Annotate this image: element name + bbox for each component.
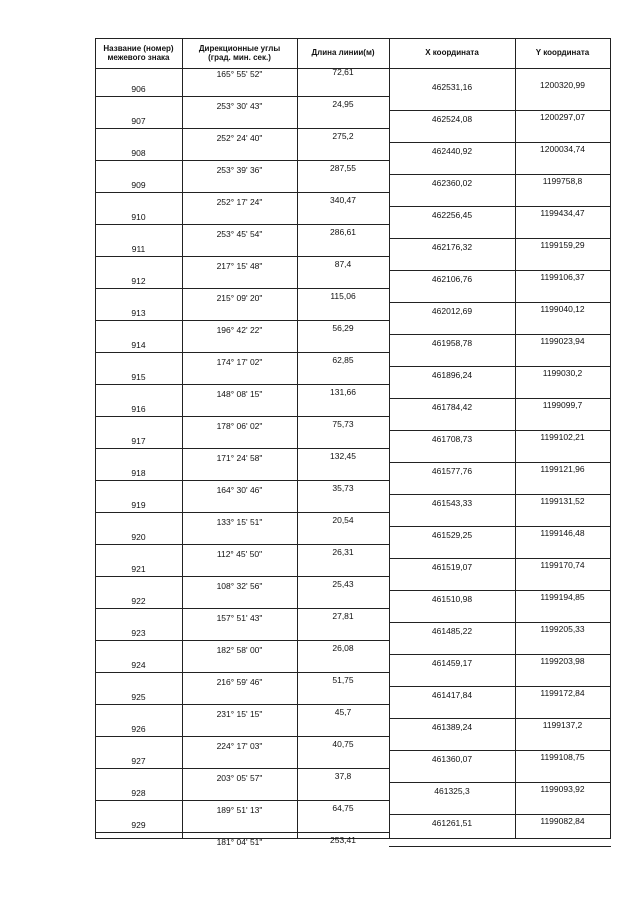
row-divider <box>95 512 390 513</box>
line-length: 51,75 <box>332 675 354 685</box>
line-length: 131,66 <box>330 387 356 397</box>
direction-angle: 157° 51' 43" <box>216 613 263 623</box>
y-coordinate: 1200034,74 <box>540 144 585 154</box>
x-coordinate: 461896,24 <box>431 370 473 380</box>
row-divider <box>95 448 390 449</box>
direction-angle: 252° 17' 24" <box>216 197 263 207</box>
line-length: 75,73 <box>332 419 354 429</box>
x-coordinate: 461577,76 <box>431 466 473 476</box>
line-length: 26,08 <box>332 643 354 653</box>
x-coordinate: 461459,17 <box>431 658 473 668</box>
row-divider <box>95 768 390 769</box>
row-divider <box>389 718 611 719</box>
x-coordinate: 461325,3 <box>434 786 470 796</box>
line-length: 24,95 <box>332 99 354 109</box>
row-divider <box>389 846 611 847</box>
y-coordinate: 1199170,74 <box>540 560 585 570</box>
x-coordinate: 461417,84 <box>431 690 473 700</box>
row-divider <box>95 96 390 97</box>
row-divider <box>95 672 390 673</box>
row-divider <box>389 494 611 495</box>
direction-angle: 231° 15' 15" <box>216 709 263 719</box>
boundary-mark-number: 917 <box>131 436 146 446</box>
y-coordinate: 1199194,85 <box>540 592 585 602</box>
x-coordinate: 462524,08 <box>431 114 473 124</box>
boundary-mark-number: 913 <box>131 308 146 318</box>
header-name-line2: межевого знака <box>107 53 170 62</box>
y-coordinate: 1199102,21 <box>540 432 585 442</box>
boundary-mark-number: 918 <box>131 468 146 478</box>
line-length: 26,31 <box>332 547 354 557</box>
direction-angle: 164° 30' 46" <box>216 485 263 495</box>
x-coordinate: 461360,07 <box>431 754 473 764</box>
boundary-mark-number: 915 <box>131 372 146 382</box>
boundary-mark-number: 909 <box>131 180 146 190</box>
y-coordinate: 1199023,94 <box>540 336 585 346</box>
row-divider <box>389 622 611 623</box>
row-divider <box>95 800 390 801</box>
direction-angle: 253° 45' 54" <box>216 229 263 239</box>
x-coordinate: 462360,02 <box>431 178 473 188</box>
boundary-mark-number: 912 <box>131 276 146 286</box>
line-length: 115,06 <box>330 291 356 301</box>
row-divider <box>389 462 611 463</box>
line-length: 286,61 <box>330 227 356 237</box>
row-divider <box>389 590 611 591</box>
line-length: 62,85 <box>332 355 354 365</box>
x-coordinate: 461261,51 <box>431 818 473 828</box>
boundary-mark-number: 924 <box>131 660 146 670</box>
row-divider <box>389 270 611 271</box>
row-divider <box>389 526 611 527</box>
x-coordinate: 461510,98 <box>431 594 473 604</box>
header-length <box>297 38 389 68</box>
boundary-mark-number: 922 <box>131 596 146 606</box>
boundary-mark-number: 911 <box>131 244 146 254</box>
y-coordinate: 1199082,84 <box>540 816 585 826</box>
boundary-mark-number: 908 <box>131 148 146 158</box>
direction-angle: 196° 42' 22" <box>216 325 263 335</box>
x-coordinate: 461389,24 <box>431 722 473 732</box>
boundary-mark-number: 923 <box>131 628 146 638</box>
direction-angle: 108° 32' 56" <box>216 581 263 591</box>
header-name <box>95 38 182 68</box>
x-coordinate: 461958,78 <box>431 338 473 348</box>
row-divider <box>389 366 611 367</box>
y-coordinate: 1199172,84 <box>540 688 585 698</box>
line-length: 87,4 <box>334 259 352 269</box>
row-divider <box>389 238 611 239</box>
row-divider <box>95 128 390 129</box>
row-divider <box>95 608 390 609</box>
row-divider <box>95 288 390 289</box>
line-length: 27,81 <box>332 611 354 621</box>
direction-angle: 253° 39' 36" <box>216 165 263 175</box>
row-divider <box>389 686 611 687</box>
line-length: 20,54 <box>332 515 354 525</box>
line-length: 275,2 <box>332 131 354 141</box>
direction-angle: 203° 05' 57" <box>216 773 263 783</box>
y-coordinate: 1199159,29 <box>540 240 585 250</box>
line-length: 25,43 <box>332 579 354 589</box>
line-length: 287,55 <box>330 163 356 173</box>
header-x <box>389 38 515 68</box>
y-coordinate: 1199205,33 <box>540 624 585 634</box>
row-divider <box>95 320 390 321</box>
boundary-mark-number: 907 <box>131 116 146 126</box>
x-coordinate: 462012,69 <box>431 306 473 316</box>
boundary-mark-number: 919 <box>131 500 146 510</box>
row-divider <box>389 782 611 783</box>
direction-angle: 216° 59' 46" <box>216 677 263 687</box>
x-coordinate: 462256,45 <box>431 210 473 220</box>
row-divider <box>95 544 390 545</box>
boundary-mark-number: 910 <box>131 212 146 222</box>
y-coordinate: 1199137,2 <box>542 720 583 730</box>
direction-angle: 174° 17' 02" <box>216 357 263 367</box>
direction-angle: 148° 08' 15" <box>216 389 263 399</box>
header-name-line1: Название (номер) <box>103 43 174 53</box>
header-angle <box>182 38 297 68</box>
row-divider <box>95 352 390 353</box>
x-coordinate: 461543,33 <box>431 498 473 508</box>
row-divider <box>389 654 611 655</box>
y-coordinate: 1199040,12 <box>540 304 585 314</box>
row-divider <box>95 704 390 705</box>
direction-angle: 217° 15' 48" <box>216 261 263 271</box>
line-length: 56,29 <box>332 323 354 333</box>
y-coordinate: 1200297,07 <box>540 112 585 122</box>
direction-angle: 178° 06' 02" <box>216 421 263 431</box>
x-coordinate: 461485,22 <box>431 626 473 636</box>
boundary-mark-number: 925 <box>131 692 146 702</box>
direction-angle: 165° 55' 52" <box>216 69 263 79</box>
row-divider <box>95 192 390 193</box>
line-length: 64,75 <box>332 803 354 813</box>
row-divider <box>389 558 611 559</box>
row-divider <box>389 430 611 431</box>
x-coordinate: 462440,92 <box>431 146 473 156</box>
row-divider <box>95 416 390 417</box>
header-angle-line2: (град. мин. сек.) <box>208 53 271 62</box>
direction-angle: 224° 17' 03" <box>216 741 263 751</box>
boundary-mark-number: 927 <box>131 756 146 766</box>
direction-angle: 252° 24' 40" <box>216 133 263 143</box>
row-divider <box>95 256 390 257</box>
row-divider <box>389 110 611 111</box>
row-divider <box>95 224 390 225</box>
column-divider <box>297 38 298 838</box>
x-coordinate: 461529,25 <box>431 530 473 540</box>
header-y-label: Y координата <box>535 48 590 58</box>
y-coordinate: 1199758,8 <box>542 176 583 186</box>
row-divider <box>389 750 611 751</box>
y-coordinate: 1199106,37 <box>540 272 585 282</box>
x-coordinate: 461519,07 <box>431 562 473 572</box>
row-divider <box>95 480 390 481</box>
boundary-mark-number: 929 <box>131 820 146 830</box>
boundary-mark-number: 906 <box>131 84 146 94</box>
y-coordinate: 1199108,75 <box>540 752 585 762</box>
row-divider <box>389 142 611 143</box>
row-divider <box>95 576 390 577</box>
direction-angle: 181° 04' 51" <box>216 837 263 847</box>
direction-angle: 133° 15' 51" <box>216 517 263 527</box>
row-divider <box>95 640 390 641</box>
header-y <box>515 38 610 68</box>
row-divider <box>389 398 611 399</box>
line-length: 35,73 <box>332 483 354 493</box>
direction-angle: 215° 09' 20" <box>216 293 263 303</box>
header-x-label: X координата <box>425 48 479 58</box>
line-length: 132,45 <box>330 451 356 461</box>
direction-angle: 171° 24' 58" <box>216 453 263 463</box>
row-divider <box>95 160 390 161</box>
y-coordinate: 1199093,92 <box>540 784 585 794</box>
y-coordinate: 1200320,99 <box>540 80 585 90</box>
boundary-mark-number: 921 <box>131 564 146 574</box>
line-length: 253,41 <box>330 835 356 845</box>
line-length: 37,8 <box>334 771 352 781</box>
y-coordinate: 1199099,7 <box>542 400 583 410</box>
direction-angle: 189° 51' 13" <box>216 805 263 815</box>
line-length: 340,47 <box>330 195 356 205</box>
row-divider <box>389 814 611 815</box>
y-coordinate: 1199146,48 <box>540 528 585 538</box>
x-coordinate: 462106,76 <box>431 274 473 284</box>
boundary-mark-number: 920 <box>131 532 146 542</box>
direction-angle: 112° 45' 50" <box>216 549 263 559</box>
x-coordinate: 462531,16 <box>431 82 473 92</box>
header-length-label: Длина линии(м) <box>311 48 375 58</box>
row-divider <box>95 832 390 833</box>
y-coordinate: 1199203,98 <box>540 656 585 666</box>
line-length: 40,75 <box>332 739 354 749</box>
y-coordinate: 1199030,2 <box>542 368 583 378</box>
row-divider <box>95 384 390 385</box>
row-divider <box>389 206 611 207</box>
boundary-mark-number: 916 <box>131 404 146 414</box>
boundary-mark-number: 914 <box>131 340 146 350</box>
x-coordinate: 462176,32 <box>431 242 473 252</box>
row-divider <box>389 334 611 335</box>
row-divider <box>95 736 390 737</box>
row-divider <box>389 174 611 175</box>
line-length: 45,7 <box>334 707 352 717</box>
header-angle-line1: Дирекционные углы <box>198 43 281 53</box>
y-coordinate: 1199131,52 <box>540 496 585 506</box>
boundary-mark-number: 928 <box>131 788 146 798</box>
y-coordinate: 1199434,47 <box>540 208 585 218</box>
y-coordinate: 1199121,96 <box>540 464 585 474</box>
x-coordinate: 461784,42 <box>431 402 473 412</box>
x-coordinate: 461708,73 <box>431 434 473 444</box>
direction-angle: 253° 30' 43" <box>216 101 263 111</box>
direction-angle: 182° 58' 00" <box>216 645 263 655</box>
row-divider <box>389 302 611 303</box>
boundary-mark-number: 926 <box>131 724 146 734</box>
line-length: 72,61 <box>332 67 354 77</box>
